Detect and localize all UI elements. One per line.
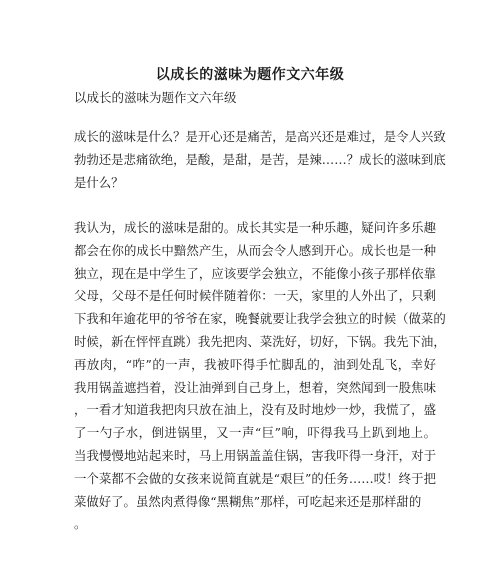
paragraph-line: 了一勺子水，倒进锅里，又一声“巨”响，吓得我马上趴到地上。 xyxy=(74,425,436,441)
paragraph-line: ，一看才知道我把肉只放在油上，没有及时地炒一炒，我慌了，盛 xyxy=(74,402,436,418)
paragraph-line: 。 xyxy=(74,516,87,532)
document-subtitle: 以成长的滋味为题作文六年级 xyxy=(74,90,237,105)
paragraph-line: 我用锅盖遮挡着，没让油弹到自己身上，想着，突然闻到一股焦味 xyxy=(74,379,436,395)
paragraph-line: 是什么？ xyxy=(74,174,124,190)
paragraph-2 xyxy=(74,217,446,536)
paragraph-line: 勃勃还是悲痛欲绝，是酸，是甜，是苦，是辣……？成长的滋味到底 xyxy=(74,151,446,167)
paragraph-line: 成长的滋味是什么？是开心还是痛苦，是高兴还是难过，是令人兴致 xyxy=(74,129,446,144)
paragraph-line: 再放肉，“咋”的一声，我被吓得手忙脚乱的，油到处乱飞，幸好 xyxy=(74,356,436,372)
document-title: 以成长的滋味为题作文六年级 xyxy=(155,67,345,83)
paragraph-line: 我认为，成长的滋味是甜的。成长其实是一种乐趣，疑问许多乐趣 xyxy=(74,220,436,235)
paragraph-line: 父母，父母不是任何时候伴随着你：一天，家里的人外出了，只剩 xyxy=(74,288,436,304)
paragraph-line: 时候，新在怦怦直跳）我先把肉、菜洗好，切好，下锅。我先下油， xyxy=(74,333,446,349)
paragraph-1 xyxy=(74,126,446,194)
paragraph-line: 都会在你的成长中黯然产生，从而会令人感到开心。成长也是一种 xyxy=(74,242,436,258)
paragraph-line: 下我和年逾花甲的爷爷在家，晚餐就要让我学会独立的时候（做菜的 xyxy=(74,311,446,327)
paragraph-line: 独立，现在是中学生了，应该要学会独立，不能像小孩子那样依靠 xyxy=(74,265,436,281)
paragraph-line: 当我慢慢地站起来时，马上用锅盖盖住锅，害我吓得一身汗，对于 xyxy=(74,447,436,463)
paragraph-line: 菜做好了。虽然肉煮得像“黑糊焦”那样，可吃起来还是那样甜的 xyxy=(74,493,422,509)
paragraph-line: 一个菜都不会做的女孩来说简直就是“艰巨”的任务……哎！终于把 xyxy=(74,470,436,486)
